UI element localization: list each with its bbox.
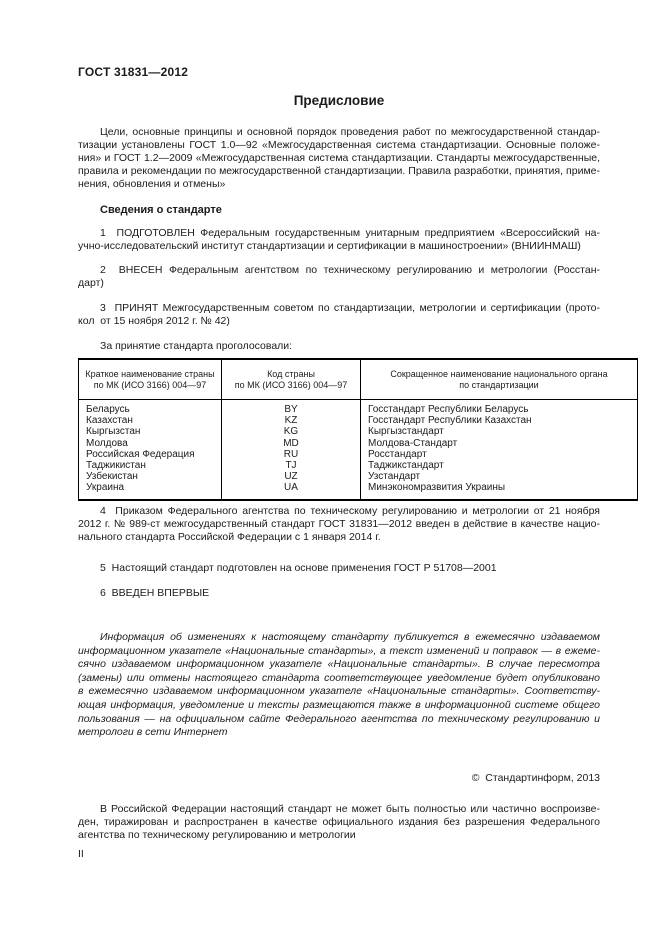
text-line: В Российской Федерации настоящий стандарт не может быть полностью или частично воспроизве- xyxy=(100,803,600,815)
text-line: дарт) xyxy=(78,277,104,289)
table-cell-value: Украина xyxy=(86,482,125,494)
text-line: Информация об изменениях к настоящему стандарту публикуется в ежемесячно издаваемом xyxy=(100,631,600,643)
copyright-line: © Стандартинформ, 2013 xyxy=(471,772,600,784)
text-line: в ежемесячно издаваемом информационном указателе «Национальные стандарты». Соответству- xyxy=(78,685,600,698)
text-line: ден, тиражирован и распространен в качестве официального издания без разрешения Федерального xyxy=(78,816,600,828)
text-line: нения, обновления и отмены» xyxy=(78,178,226,190)
doc-code: ГОСТ 31831—2012 xyxy=(78,65,189,79)
text-line: учно-исследовательский институт стандартизации и сертификации в машиностроении» (ВНИИНМАШ) xyxy=(78,240,581,252)
text-line: Сокращенное наименование национального органа xyxy=(390,369,608,379)
table-cell-value: Росстандарт xyxy=(368,448,427,460)
table-header-country xyxy=(79,359,222,400)
table-cell-value: Казахстан xyxy=(86,415,133,427)
table-header-org xyxy=(361,359,638,400)
table-body-row xyxy=(79,400,638,500)
table-cell-value: BY xyxy=(284,404,298,415)
text-line: 6 ВВЕДЕН ВПЕРВЫЕ xyxy=(100,587,210,599)
intro-paragraph xyxy=(78,126,600,191)
table-cell-value: Таджикистан xyxy=(86,460,146,472)
table-cell-value: UZ xyxy=(284,471,298,483)
table-header-row xyxy=(79,359,638,400)
text-line: правила и рекомендации по межгосударственной стандартизации. Правила разработки, принятия, приме- xyxy=(78,165,600,177)
text-line: по стандартизации xyxy=(459,380,539,390)
vote-table-container xyxy=(78,358,610,501)
page-title: Предисловие xyxy=(293,93,385,108)
table-cell-value: Узбекистан xyxy=(86,471,138,483)
table-cell-value: Российская Федерация xyxy=(86,448,195,460)
table-cell-value: Кыргызстан xyxy=(86,426,141,438)
text-line: по МК (ИСО 3166) 004—97 xyxy=(93,380,207,390)
table-cell-value: Таджикстандарт xyxy=(368,460,444,472)
standard-info-heading: Сведения о стандарте xyxy=(100,204,222,216)
table-cell-value: Минэкономразвития Украины xyxy=(368,482,506,494)
text-line: тизации установлены ГОСТ 1.0—92 «Межгосударственная система стандартизации. Основные положе- xyxy=(78,139,600,151)
standard-info-item-1 xyxy=(78,227,600,253)
text-line: нального стандарта Российской Федерации с 1 января 2014 г. xyxy=(78,531,381,543)
text-line: (замены) или отмены настоящего стандарта соответствующее уведомление будет опубликовано xyxy=(78,671,600,684)
table-cell-value: KZ xyxy=(284,415,298,427)
text-line: метрологи в сети Интернет xyxy=(78,726,228,739)
text-line: 2 ВНЕСЕН Федеральным агентством по техническому регулированию и метрологии (Росстан- xyxy=(100,264,600,276)
text-line: 5 Настоящий стандарт подготовлен на основе применения ГОСТ Р 51708—2001 xyxy=(100,562,497,574)
table-cell-value: Молдова-Стандарт xyxy=(368,437,458,449)
table-column-code xyxy=(222,400,361,500)
vote-caption: За принятие стандарта проголосовали: xyxy=(100,340,293,352)
text-line: Цели, основные принципы и основной порядок проведения работ по межгосударственной стандар- xyxy=(100,126,600,138)
table-cell-value: Узстандарт xyxy=(368,471,421,483)
standard-info-item-3 xyxy=(78,302,600,328)
table-cell-value: TJ xyxy=(285,460,297,472)
restriction-paragraph xyxy=(78,803,600,842)
table-cell-value: Молдова xyxy=(86,437,128,449)
table-cell-value: Беларусь xyxy=(86,404,130,415)
standard-info-item-5 xyxy=(78,562,600,575)
table-cell-value: Госстандарт Республики Казахстан xyxy=(368,415,532,427)
vote-table xyxy=(78,358,638,501)
text-line: по МК (ИСО 3166) 004—97 xyxy=(234,380,348,390)
table-cell-value: Госстандарт Республики Беларусь xyxy=(368,404,529,415)
table-cell-value: MD xyxy=(283,437,299,449)
table-column-org xyxy=(361,400,638,500)
text-line: 1 ПОДГОТОВЛЕН Федеральным государственным унитарным предприятием «Всероссийский на- xyxy=(100,227,600,239)
text-line: сячно издаваемом информационном указателе «Национальные стандарты». В случае пересмотра xyxy=(78,658,600,671)
text-line: ния» и ГОСТ 1.2—2009 «Межгосударственная система стандартизации. Стандарты межгосударственные, xyxy=(78,152,600,164)
table-cell-value: UA xyxy=(284,482,298,494)
text-line: 2012 г. № 989-ст межгосударственный стандарт ГОСТ 31831—2012 введен в действие в качестве нацио- xyxy=(78,518,600,530)
text-line: Краткое наименование страны xyxy=(85,369,215,379)
table-column-country xyxy=(79,400,222,500)
standard-info-item-2 xyxy=(78,264,600,290)
table-header-code xyxy=(222,359,361,400)
text-line: информационном указателе «Национальные стандарты», а текст изменений и поправок — в ежеме- xyxy=(78,644,600,657)
standard-info-item-6 xyxy=(78,587,600,600)
table-cell-value: Кыргызстандарт xyxy=(368,426,444,438)
table-cell-value: KG xyxy=(283,426,299,438)
table-cell-value: RU xyxy=(283,448,299,460)
text-line: 4 Приказом Федерального агентства по техническому регулированию и метрологии от 21 ноября xyxy=(100,505,600,517)
text-line: агентства по техническому регулированию и метрологии xyxy=(78,829,356,841)
page-number: II xyxy=(78,848,84,860)
text-line: Код страны xyxy=(267,369,315,379)
text-line: ющая информация, уведомление и тексты размещаются также в информационной системе общего xyxy=(78,698,600,711)
text-line: 3 ПРИНЯТ Межгосударственным советом по стандартизации, метрологии и сертификации (прото- xyxy=(100,302,600,314)
text-line: кол от 15 ноября 2012 г. № 42) xyxy=(78,315,230,327)
standard-info-item-4 xyxy=(78,505,600,544)
notice-paragraph xyxy=(78,631,600,740)
text-line: пользования — на официальном сайте Федерального агентства по техническому регулированию и xyxy=(78,712,600,725)
